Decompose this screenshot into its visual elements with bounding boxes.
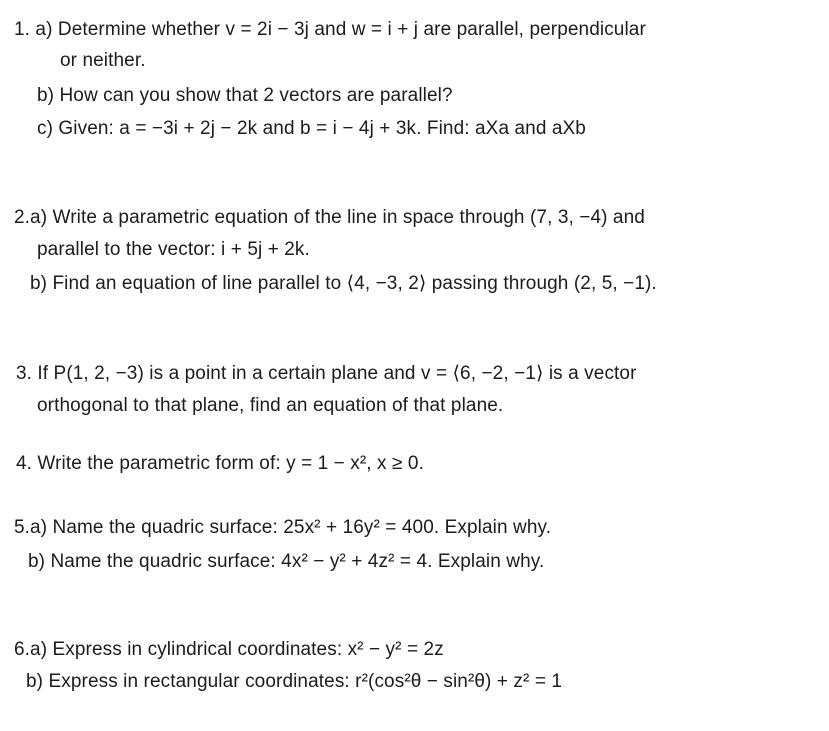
problem-4-line: 4. Write the parametric form of: y = 1 − x², x ≥ 0. (16, 453, 424, 474)
problem-2a-continuation: parallel to the vector: i + 5j + 2k. (37, 239, 310, 260)
problem-6a-line: 6.a) Express in cylindrical coordinates: x² − y² = 2z (14, 639, 444, 660)
problem-2a-line: 2.a) Write a parametric equation of the line in space through (7, 3, −4) and (14, 207, 645, 228)
problem-5b-line: b) Name the quadric surface: 4x² − y² + 4z² = 4. Explain why. (28, 551, 545, 572)
problem-1c-line: c) Given: a = −3i + 2j − 2k and b = i − 4j + 3k. Find: aXa and aXb (37, 118, 586, 139)
problem-5a-line: 5.a) Name the quadric surface: 25x² + 16y² = 400. Explain why. (14, 517, 552, 538)
problem-3-continuation: orthogonal to that plane, find an equation of that plane. (37, 395, 504, 416)
problem-3-line: 3. If P(1, 2, −3) is a point in a certain plane and v = ⟨6, −2, −1⟩ is a vector (16, 363, 637, 384)
problem-1b-line: b) How can you show that 2 vectors are parallel? (37, 85, 453, 106)
problem-1a-continuation: or neither. (60, 50, 146, 71)
problem-1a-line: 1. a) Determine whether v = 2i − 3j and w = i + j are parallel, perpendicular (14, 19, 646, 40)
problem-6b-line: b) Express in rectangular coordinates: r²(cos²θ − sin²θ) + z² = 1 (26, 671, 563, 692)
problem-2b-line: b) Find an equation of line parallel to ⟨4, −3, 2⟩ passing through (2, 5, −1). (30, 273, 657, 294)
